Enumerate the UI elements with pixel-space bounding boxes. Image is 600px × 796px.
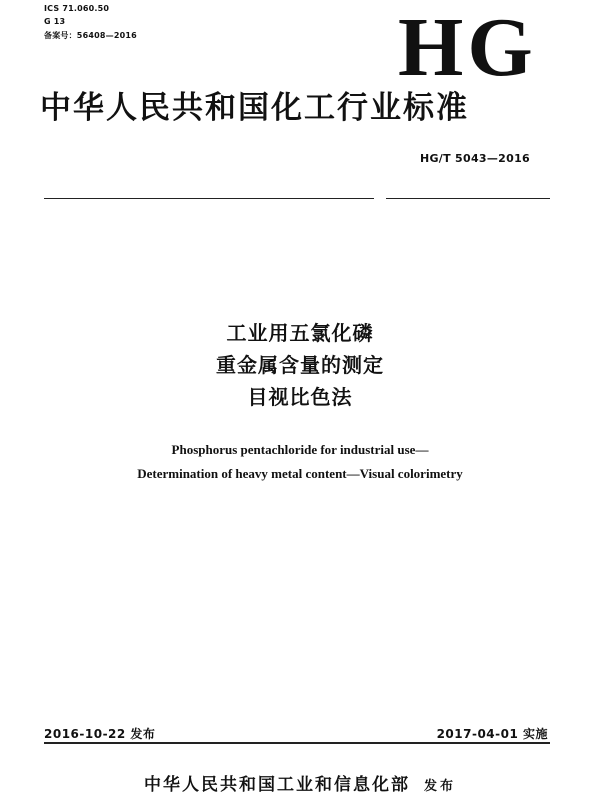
divider-bottom — [44, 742, 550, 744]
standard-category-title: 中华人民共和国化工行业标准 — [40, 90, 469, 126]
record-number: 备案号：56408—2016 — [44, 31, 137, 40]
standard-code-logo: HG — [398, 1, 537, 94]
standard-number: HG/T 5043—2016 — [419, 152, 530, 165]
divider-left — [44, 198, 374, 199]
classification-code: G 13 — [44, 17, 66, 26]
publisher — [0, 770, 600, 795]
publisher-name: 中华人民共和国工业和信息化部 — [143, 775, 410, 795]
publisher-suffix: 发布 — [423, 779, 456, 794]
title-en-line-1: Phosphorus pentachloride for industrial use— — [171, 442, 429, 457]
divider-right — [386, 198, 550, 199]
title-cn-line-3: 目视比色法 — [247, 385, 353, 409]
title-en-line-2: Determination of heavy metal content—Visual colorimetry — [137, 466, 463, 481]
title-cn-line-1: 工业用五氯化磷 — [226, 321, 374, 345]
title-cn-line-2: 重金属含量的测定 — [216, 353, 384, 377]
issue-date: 2016-10-22 发布 — [44, 727, 156, 741]
ics-code: ICS 71.060.50 — [44, 4, 110, 13]
implementation-date: 2017-04-01 实施 — [436, 727, 548, 741]
